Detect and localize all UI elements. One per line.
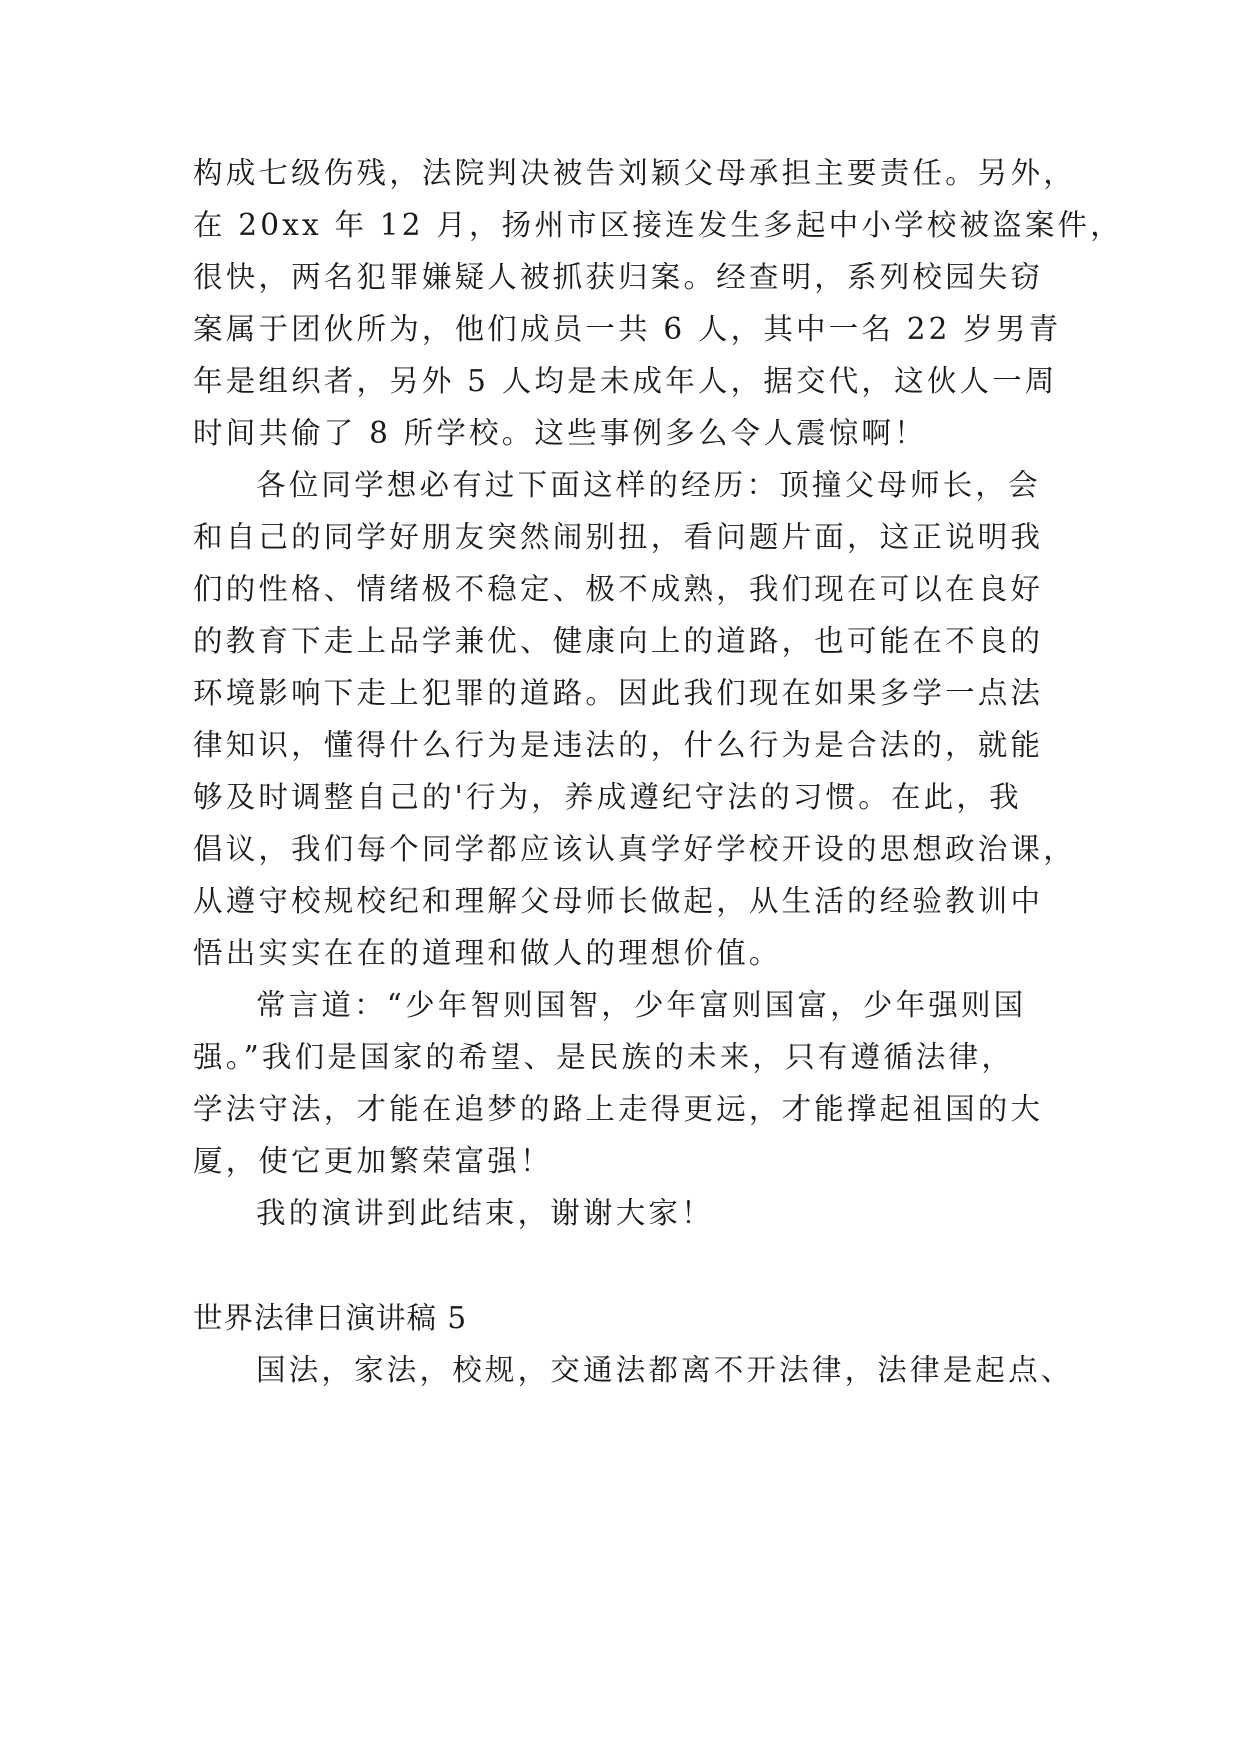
text-line: 国法，家法，校规，交通法都离不开法律，法律是起点、 — [256, 1353, 1074, 1387]
text-line: 案属于团伙所为，他们成员一共 6 人，其中一名 22 岁男青 — [193, 312, 1062, 346]
text-line: 很快，两名犯罪嫌疑人被抓获归案。经查明，系列校园失窃 — [193, 260, 1044, 294]
text-line: 从遵守校规校纪和理解父母师长做起，从生活的经验教训中 — [193, 884, 1044, 918]
text-line: 各位同学想必有过下面这样的经历：顶撞父母师长，会 — [256, 468, 1041, 502]
text-line: 学法守法，才能在追梦的路上走得更远，才能撑起祖国的大 — [193, 1092, 1044, 1126]
text-line: 我的演讲到此结束，谢谢大家！ — [256, 1196, 714, 1230]
text-line: 常言道：“少年智则国智，少年富则国富，少年强则国 — [256, 988, 1027, 1022]
text-line: 厦，使它更加繁荣富强！ — [193, 1144, 553, 1178]
text-line: 悟出实实在在的道理和做人的理想价值。 — [193, 936, 782, 970]
text-line: 够及时调整自己的'行为，养成遵纪守法的习惯。在此，我 — [193, 780, 1022, 814]
section-title: 世界法律日演讲稿 5 — [193, 1301, 468, 1335]
text-line: 在 20xx 年 12 月，扬州市区接连发生多起中小学校被盗案件， — [193, 208, 1123, 242]
text-line: 律知识，懂得什么行为是违法的，什么行为是合法的，就能 — [193, 728, 1044, 762]
text-line: 年是组织者，另外 5 人均是未成年人，据交代，这伙人一周 — [193, 364, 1058, 398]
text-line: 和自己的同学好朋友突然闹别扭，看问题片面，这正说明我 — [193, 520, 1044, 554]
text-line: 环境影响下走上犯罪的道路。因此我们现在如果多学一点法 — [193, 676, 1044, 710]
text-line: 强。”我们是国家的希望、是民族的未来，只有遵循法律， — [193, 1040, 1015, 1074]
text-line: 的教育下走上品学兼优、健康向上的道路，也可能在不良的 — [193, 624, 1044, 658]
text-line: 时间共偷了 8 所学校。这些事例多么令人震惊啊！ — [193, 416, 927, 450]
text-line: 构成七级伤残，法院判决被告刘颖父母承担主要责任。另外， — [193, 156, 1076, 190]
text-line: 倡议，我们每个同学都应该认真学好学校开设的思想政治课， — [193, 832, 1076, 866]
text-line: 们的性格、情绪极不稳定、极不成熟，我们现在可以在良好 — [193, 572, 1044, 606]
